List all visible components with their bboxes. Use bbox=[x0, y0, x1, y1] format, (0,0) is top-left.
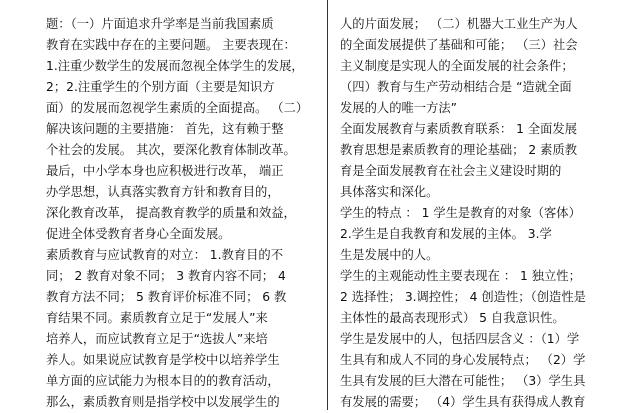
text-line: 主义制度是实现人的全面发展的社会条件； bbox=[340, 59, 574, 73]
text-line: 的全面发展提供了基础和可能； （三）社会 bbox=[340, 38, 578, 52]
text-line: 同； 2 教育对象不同； 3 教育内容不同； 4 bbox=[46, 269, 286, 283]
right-text-column bbox=[340, 14, 630, 413]
text-line: 生是发展中的人。 bbox=[340, 248, 439, 262]
text-line: 生具有发展的巨大潜在可能性； （3）学生具 bbox=[340, 374, 586, 388]
text-line: （四）教育与生产劳动相结合是 “造就全面 bbox=[340, 80, 572, 94]
text-line: 个社会的发展。 其次，要深化教育体制改革。 bbox=[46, 143, 296, 157]
text-line: 2.学生是自我教育和发展的主体。 3.学 bbox=[340, 227, 552, 241]
column-divider bbox=[327, 0, 328, 410]
left-text-column bbox=[46, 14, 318, 413]
text-line: 题：（一）片面追求升学率是当前我国素质 bbox=[46, 17, 274, 31]
text-line: 促进全体受教育者身心全面发展。 bbox=[46, 227, 231, 241]
text-line: 育结果不同。素质教育立足于“发展人”来 bbox=[46, 311, 268, 325]
text-line: 具体落实和深化。 bbox=[340, 185, 439, 199]
text-line: 解决该问题的主要措施： 首先，这有赖于整 bbox=[46, 122, 284, 136]
text-line: 发展的人的唯一方法” bbox=[340, 101, 458, 115]
text-line: 办学思想，认真落实教育方针和教育目的， bbox=[46, 185, 280, 199]
text-line: 深化教育改革， 提高教育教学的质量和效益， bbox=[46, 206, 296, 220]
text-line: 培养人，而应试教育立足于“选拔人”来培 bbox=[46, 332, 268, 346]
text-line: 学生的主观能动性主要表现在 ： 1 独立性； bbox=[340, 269, 581, 283]
text-line: 学生的特点 ： 1 学生是教育的对象（客体） bbox=[340, 206, 581, 220]
text-line: 有发展的需要； （4）学生具有获得成人教育 bbox=[340, 395, 586, 409]
text-line: 养人。如果说应试教育是学校中以培养学生 bbox=[46, 353, 280, 367]
text-line: 育是全面发展教育在社会主义建设时期的 bbox=[340, 164, 562, 178]
text-line: 教育方法不同； 5 教育评价标准不同； 6 教 bbox=[46, 290, 287, 304]
text-line: 素质教育与应试教育的对立： 1.教育目的不 bbox=[46, 248, 283, 262]
text-line: 2 选择性； 3.调控性； 4 创造性；（创造性是 bbox=[340, 290, 586, 304]
text-line: 人的片面发展； （二）机器大工业生产为人 bbox=[340, 17, 578, 31]
text-line: 学生是发展中的人，包括四层含义 ：（1）学 bbox=[340, 332, 580, 346]
text-line: 教育思想是素质教育的理论基础； 2 素质教 bbox=[340, 143, 577, 157]
text-line: 生具有和成人不同的身心发展特点； （2）学 bbox=[340, 353, 586, 367]
text-line: 1.注重少数学生的发展而忽视全体学生的发展， bbox=[46, 59, 304, 73]
text-line: 全面发展教育与素质教育联系： 1 全面发展 bbox=[340, 122, 577, 136]
text-line: 面）的发展而忽视学生素质的全面提高。 （二） bbox=[46, 101, 309, 115]
text-line: 最后，中小学本身也应积极进行改革， 端正 bbox=[46, 164, 284, 178]
text-line: 主体性的最高表现形式） 5 自我意识性。 bbox=[340, 311, 565, 325]
text-line: 单方面的应试能力为根本目的的教育活动， bbox=[46, 374, 280, 388]
text-line: 那么，素质教育则是指学校中以发展学生的 bbox=[46, 395, 280, 409]
text-line: 教育在实践中存在的主要问题。 主要表现在： bbox=[46, 38, 296, 52]
text-line: 2；2.注重学生的个别方面（主要是知识方 bbox=[46, 80, 275, 94]
